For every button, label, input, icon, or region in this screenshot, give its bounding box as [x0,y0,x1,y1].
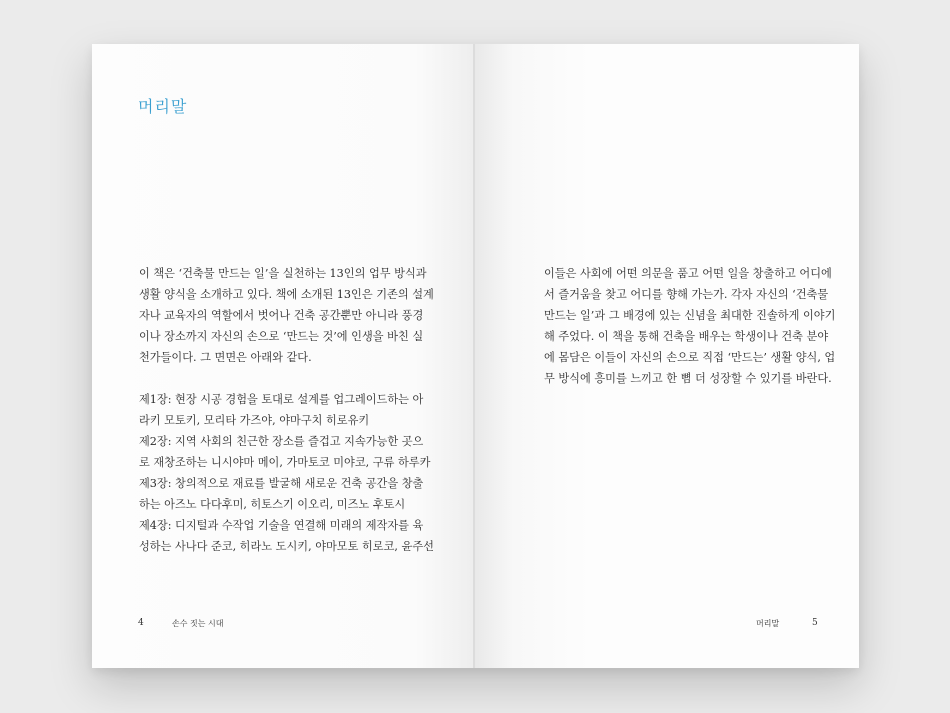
left-paragraph-intro [139,263,434,368]
text-line: 만드는 일’과 그 배경에 있는 신념을 최대한 진솔하게 이야기 [544,309,836,322]
text-line: 생활 양식을 소개하고 있다. 책에 소개된 13인은 기존의 설계 [139,288,434,301]
text-line: 성하는 사나다 준코, 히라노 도시키, 야마모토 히로코, 윤주선 [139,540,434,553]
page-number-left: 4 [138,618,144,628]
text-line: 에 몸담은 이들이 자신의 손으로 직접 ‘만드는’ 생활 양식, 업 [544,351,836,364]
right-page [475,44,859,668]
text-line: 라키 모토키, 모리타 가즈야, 야마구치 히로유키 [139,414,370,427]
text-line: 하는 아즈노 다다후미, 히토스기 이오리, 미즈노 후토시 [139,498,406,511]
running-title-right: 머리말 [756,619,780,628]
text-line: 자나 교육자의 역할에서 벗어나 건축 공간뿐만 아니라 풍경 [139,309,424,322]
text-line: 이들은 사회에 어떤 의문을 품고 어떤 일을 창출하고 어디에 [544,267,832,280]
running-title-left: 손수 짓는 시대 [172,619,224,628]
text-line: 천가들이다. 그 면면은 아래와 같다. [139,351,312,364]
text-line: 이 책은 ‘건축물 만드는 일’을 실천하는 13인의 업무 방식과 [139,267,427,280]
text-line: 무 방식에 흥미를 느끼고 한 뼘 더 성장할 수 있기를 바란다. [544,372,832,385]
text-line: 로 재창조하는 니시야마 메이, 가마토코 미야코, 구류 하루카 [139,456,431,469]
text-line: 이나 장소까지 자신의 손으로 ‘만드는 것’에 인생을 바친 실 [139,330,424,343]
left-page [92,44,473,668]
text-line: 해 주었다. 이 책을 통해 건축을 배우는 학생이나 건축 분야 [544,330,829,343]
left-paragraph-chapters [139,389,434,557]
page-number-right: 5 [812,618,818,628]
right-paragraph [544,263,836,389]
text-line: 제3장: 창의적으로 재료를 발굴해 새로운 건축 공간을 창출 [139,477,424,490]
text-line: 제4장: 디지털과 수작업 기술을 연결해 미래의 제작자를 육 [139,519,424,532]
open-book [92,44,859,668]
text-line: 서 즐거움을 찾고 어디를 향해 가는가. 각자 자신의 ‘건축물 [544,288,829,301]
text-line: 제2장: 지역 사회의 친근한 장소를 즐겁고 지속가능한 곳으 [139,435,424,448]
chapter-title: 머리말 [138,97,188,116]
text-line: 제1장: 현장 시공 경험을 토대로 설계를 업그레이드하는 아 [139,393,424,406]
